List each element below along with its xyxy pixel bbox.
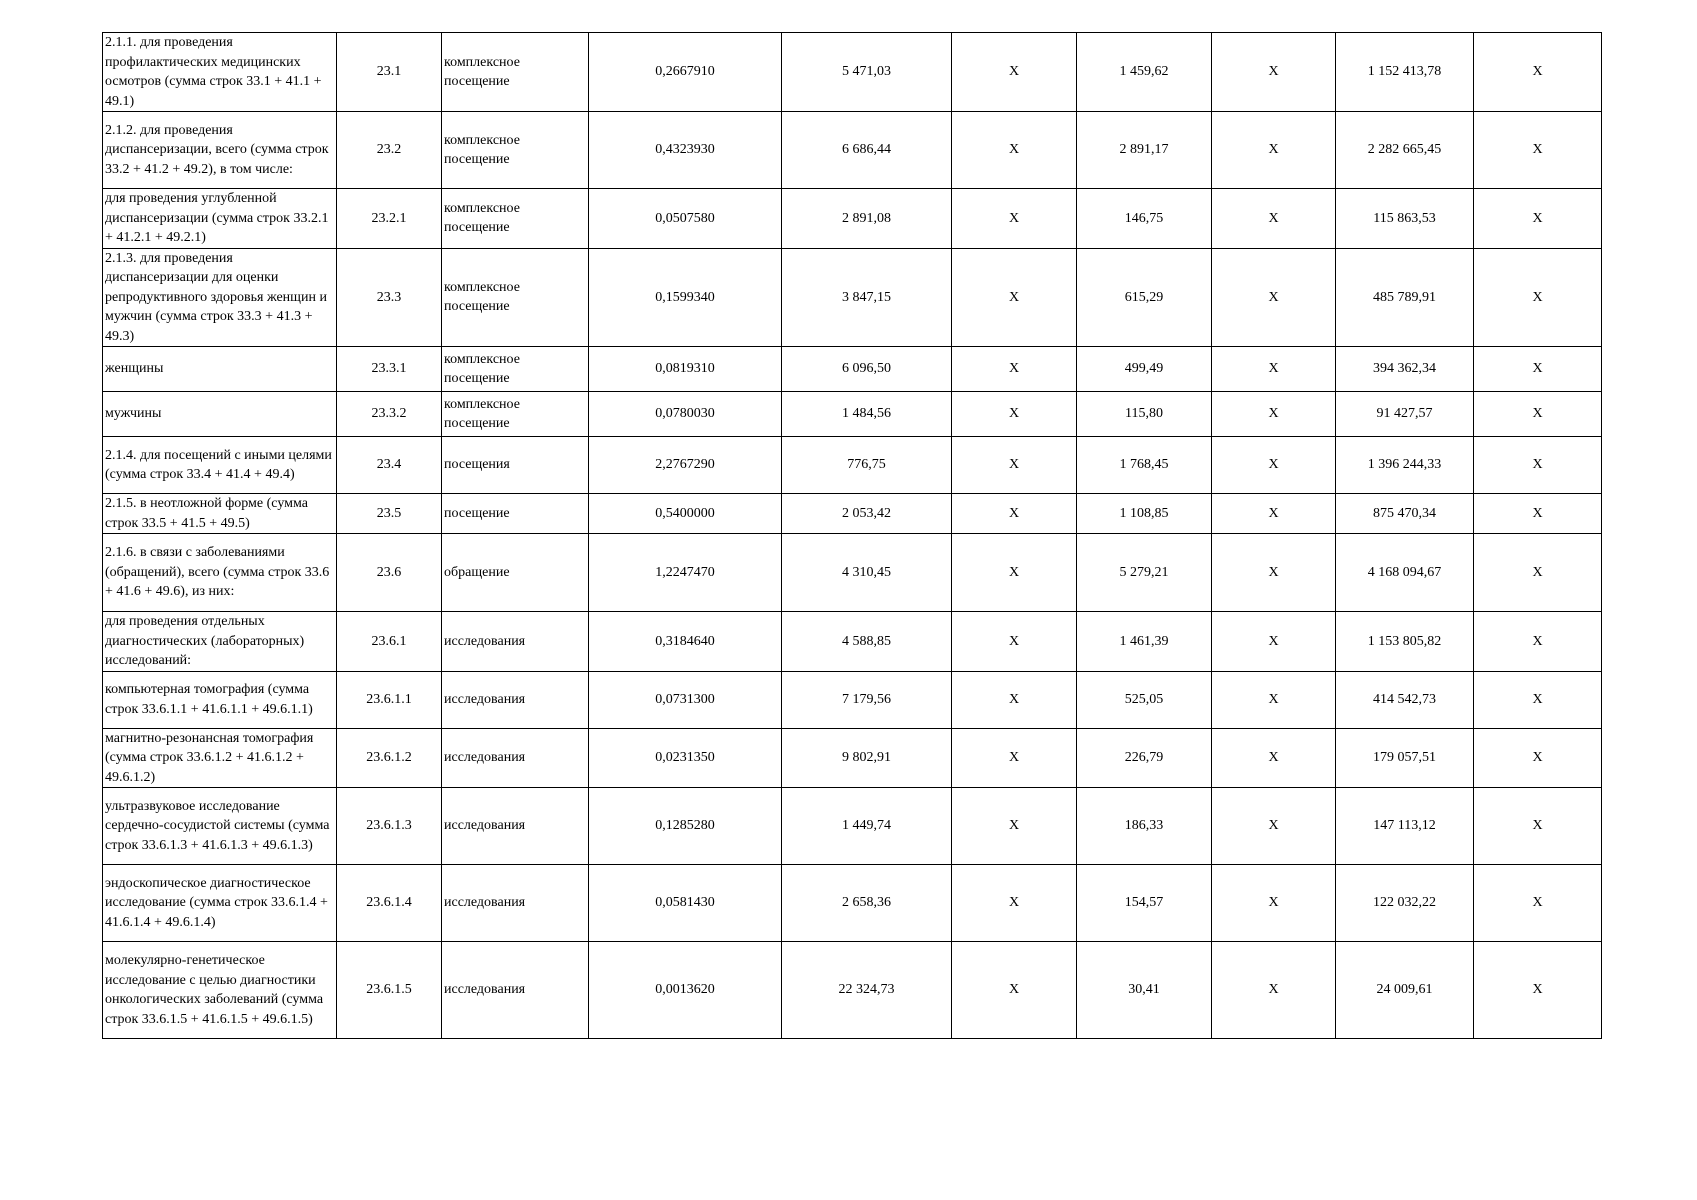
x-mark-cell: X (952, 189, 1077, 249)
total-cell: 1 153 805,82 (1336, 612, 1474, 672)
cost-cell: 2 053,42 (782, 494, 952, 534)
total-cell: 24 009,61 (1336, 942, 1474, 1039)
per-capita-cell: 1 108,85 (1077, 494, 1212, 534)
x-mark-cell: X (952, 112, 1077, 189)
total-cell: 122 032,22 (1336, 865, 1474, 942)
per-capita-cell: 30,41 (1077, 942, 1212, 1039)
norm-cell: 0,0780030 (589, 392, 782, 437)
x-mark-cell: X (952, 865, 1077, 942)
row-code-cell: 23.3.2 (337, 392, 442, 437)
row-code-cell: 23.6 (337, 534, 442, 612)
table-row (103, 494, 1602, 534)
cost-cell: 6 096,50 (782, 347, 952, 392)
cost-cell: 1 449,74 (782, 788, 952, 865)
unit-cell: комплексное посещение (442, 189, 589, 249)
norm-cell: 0,3184640 (589, 612, 782, 672)
unit-cell: посещение (442, 494, 589, 534)
norm-cell: 2,2767290 (589, 437, 782, 494)
x-mark-cell: X (1474, 865, 1602, 942)
norm-cell: 0,5400000 (589, 494, 782, 534)
per-capita-cell: 154,57 (1077, 865, 1212, 942)
unit-cell: исследования (442, 942, 589, 1039)
unit-cell: посещения (442, 437, 589, 494)
per-capita-cell: 1 461,39 (1077, 612, 1212, 672)
total-cell: 1 152 413,78 (1336, 33, 1474, 112)
x-mark-cell: X (952, 347, 1077, 392)
total-cell: 1 396 244,33 (1336, 437, 1474, 494)
x-mark-cell: X (1474, 612, 1602, 672)
row-code-cell: 23.2.1 (337, 189, 442, 249)
cost-cell: 7 179,56 (782, 671, 952, 728)
row-code-cell: 23.6.1.4 (337, 865, 442, 942)
x-mark-cell: X (952, 248, 1077, 347)
x-mark-cell: X (1212, 671, 1336, 728)
norm-cell: 0,4323930 (589, 112, 782, 189)
document-page (102, 32, 1602, 1039)
x-mark-cell: X (952, 788, 1077, 865)
table-row (103, 347, 1602, 392)
x-mark-cell: X (1212, 347, 1336, 392)
row-name-cell: 2.1.1. для проведения профилактических медицинских осмотров (сумма строк 33.1 + 41.1 + 49.1) (103, 33, 337, 112)
table-row (103, 33, 1602, 112)
cost-cell: 1 484,56 (782, 392, 952, 437)
x-mark-cell: X (1212, 248, 1336, 347)
per-capita-cell: 499,49 (1077, 347, 1212, 392)
per-capita-cell: 5 279,21 (1077, 534, 1212, 612)
total-cell: 394 362,34 (1336, 347, 1474, 392)
x-mark-cell: X (1212, 189, 1336, 249)
norm-cell: 0,0731300 (589, 671, 782, 728)
unit-cell: исследования (442, 788, 589, 865)
x-mark-cell: X (1474, 534, 1602, 612)
x-mark-cell: X (1212, 788, 1336, 865)
per-capita-cell: 226,79 (1077, 728, 1212, 788)
x-mark-cell: X (1212, 392, 1336, 437)
x-mark-cell: X (1474, 671, 1602, 728)
table-row (103, 788, 1602, 865)
total-cell: 875 470,34 (1336, 494, 1474, 534)
cost-cell: 4 310,45 (782, 534, 952, 612)
norm-cell: 0,2667910 (589, 33, 782, 112)
x-mark-cell: X (1474, 112, 1602, 189)
row-code-cell: 23.3.1 (337, 347, 442, 392)
unit-cell: комплексное посещение (442, 347, 589, 392)
x-mark-cell: X (952, 392, 1077, 437)
cost-cell: 9 802,91 (782, 728, 952, 788)
row-name-cell: магнитно-резонансная томография (сумма строк 33.6.1.2 + 41.6.1.2 + 49.6.1.2) (103, 728, 337, 788)
table-row (103, 112, 1602, 189)
row-code-cell: 23.6.1.2 (337, 728, 442, 788)
x-mark-cell: X (1474, 347, 1602, 392)
x-mark-cell: X (952, 942, 1077, 1039)
x-mark-cell: X (1212, 33, 1336, 112)
norm-cell: 0,1599340 (589, 248, 782, 347)
row-name-cell: для проведения отдельных диагностических (лабораторных) исследований: (103, 612, 337, 672)
x-mark-cell: X (1474, 942, 1602, 1039)
cost-cell: 4 588,85 (782, 612, 952, 672)
cost-cell: 5 471,03 (782, 33, 952, 112)
unit-cell: комплексное посещение (442, 248, 589, 347)
table-row (103, 865, 1602, 942)
row-code-cell: 23.6.1.3 (337, 788, 442, 865)
x-mark-cell: X (952, 33, 1077, 112)
row-name-cell: молекулярно-генетическое исследование с целью диагностики онкологических заболеваний (сумма строк 33.6.1.5 + 41.6.1.5 + 49.6.1.5) (103, 942, 337, 1039)
norm-cell: 0,0507580 (589, 189, 782, 249)
x-mark-cell: X (952, 728, 1077, 788)
x-mark-cell: X (1212, 728, 1336, 788)
total-cell: 91 427,57 (1336, 392, 1474, 437)
cost-cell: 3 847,15 (782, 248, 952, 347)
x-mark-cell: X (1474, 392, 1602, 437)
per-capita-cell: 115,80 (1077, 392, 1212, 437)
x-mark-cell: X (1474, 494, 1602, 534)
table-row (103, 392, 1602, 437)
total-cell: 414 542,73 (1336, 671, 1474, 728)
per-capita-cell: 615,29 (1077, 248, 1212, 347)
per-capita-cell: 1 768,45 (1077, 437, 1212, 494)
norm-cell: 1,2247470 (589, 534, 782, 612)
row-name-cell: 2.1.5. в неотложной форме (сумма строк 33.5 + 41.5 + 49.5) (103, 494, 337, 534)
table-row (103, 189, 1602, 249)
table-row (103, 612, 1602, 672)
norm-cell: 0,0819310 (589, 347, 782, 392)
row-name-cell: 2.1.6. в связи с заболеваниями (обращений), всего (сумма строк 33.6 + 41.6 + 49.6), из них: (103, 534, 337, 612)
row-name-cell: эндоскопическое диагностическое исследование (сумма строк 33.6.1.4 + 41.6.1.4 + 49.6.1.4) (103, 865, 337, 942)
x-mark-cell: X (1474, 33, 1602, 112)
row-name-cell: женщины (103, 347, 337, 392)
cost-cell: 6 686,44 (782, 112, 952, 189)
row-name-cell: 2.1.2. для проведения диспансеризации, всего (сумма строк 33.2 + 41.2 + 49.2), в том числе: (103, 112, 337, 189)
total-cell: 147 113,12 (1336, 788, 1474, 865)
unit-cell: комплексное посещение (442, 392, 589, 437)
per-capita-cell: 525,05 (1077, 671, 1212, 728)
cost-cell: 776,75 (782, 437, 952, 494)
norm-cell: 0,0231350 (589, 728, 782, 788)
x-mark-cell: X (1212, 865, 1336, 942)
norm-cell: 0,1285280 (589, 788, 782, 865)
total-cell: 4 168 094,67 (1336, 534, 1474, 612)
total-cell: 2 282 665,45 (1336, 112, 1474, 189)
x-mark-cell: X (952, 437, 1077, 494)
row-code-cell: 23.1 (337, 33, 442, 112)
unit-cell: исследования (442, 671, 589, 728)
x-mark-cell: X (1212, 534, 1336, 612)
row-code-cell: 23.2 (337, 112, 442, 189)
norm-cell: 0,0013620 (589, 942, 782, 1039)
row-name-cell: 2.1.4. для посещений с иными целями (сумма строк 33.4 + 41.4 + 49.4) (103, 437, 337, 494)
x-mark-cell: X (952, 494, 1077, 534)
table-row (103, 248, 1602, 347)
table-row (103, 437, 1602, 494)
total-cell: 115 863,53 (1336, 189, 1474, 249)
x-mark-cell: X (1212, 612, 1336, 672)
table-row (103, 671, 1602, 728)
table-row (103, 534, 1602, 612)
norm-cell: 0,0581430 (589, 865, 782, 942)
unit-cell: комплексное посещение (442, 33, 589, 112)
x-mark-cell: X (1212, 494, 1336, 534)
x-mark-cell: X (1474, 189, 1602, 249)
row-code-cell: 23.6.1.5 (337, 942, 442, 1039)
row-code-cell: 23.4 (337, 437, 442, 494)
row-name-cell: мужчины (103, 392, 337, 437)
x-mark-cell: X (1212, 112, 1336, 189)
x-mark-cell: X (1474, 728, 1602, 788)
x-mark-cell: X (952, 671, 1077, 728)
cost-cell: 2 891,08 (782, 189, 952, 249)
x-mark-cell: X (952, 612, 1077, 672)
row-name-cell: ультразвуковое исследование сердечно-сосудистой системы (сумма строк 33.6.1.3 + 41.6.1.3 + 49.6.1.3) (103, 788, 337, 865)
total-cell: 485 789,91 (1336, 248, 1474, 347)
x-mark-cell: X (1474, 437, 1602, 494)
unit-cell: комплексное посещение (442, 112, 589, 189)
row-code-cell: 23.6.1.1 (337, 671, 442, 728)
unit-cell: исследования (442, 728, 589, 788)
x-mark-cell: X (952, 534, 1077, 612)
table-row (103, 728, 1602, 788)
x-mark-cell: X (1474, 788, 1602, 865)
per-capita-cell: 186,33 (1077, 788, 1212, 865)
row-name-cell: компьютерная томография (сумма строк 33.6.1.1 + 41.6.1.1 + 49.6.1.1) (103, 671, 337, 728)
table-row (103, 942, 1602, 1039)
cost-cell: 2 658,36 (782, 865, 952, 942)
row-code-cell: 23.3 (337, 248, 442, 347)
x-mark-cell: X (1212, 437, 1336, 494)
table-body (103, 33, 1602, 1039)
unit-cell: исследования (442, 865, 589, 942)
row-code-cell: 23.6.1 (337, 612, 442, 672)
data-table (102, 32, 1602, 1039)
per-capita-cell: 2 891,17 (1077, 112, 1212, 189)
x-mark-cell: X (1212, 942, 1336, 1039)
row-name-cell: 2.1.3. для проведения диспансеризации для оценки репродуктивного здоровья женщин и мужчин (сумма строк 33.3 + 41.3 + 49.3) (103, 248, 337, 347)
row-code-cell: 23.5 (337, 494, 442, 534)
row-name-cell: для проведения углубленной диспансеризации (сумма строк 33.2.1 + 41.2.1 + 49.2.1) (103, 189, 337, 249)
cost-cell: 22 324,73 (782, 942, 952, 1039)
unit-cell: исследования (442, 612, 589, 672)
total-cell: 179 057,51 (1336, 728, 1474, 788)
per-capita-cell: 146,75 (1077, 189, 1212, 249)
x-mark-cell: X (1474, 248, 1602, 347)
unit-cell: обращение (442, 534, 589, 612)
per-capita-cell: 1 459,62 (1077, 33, 1212, 112)
